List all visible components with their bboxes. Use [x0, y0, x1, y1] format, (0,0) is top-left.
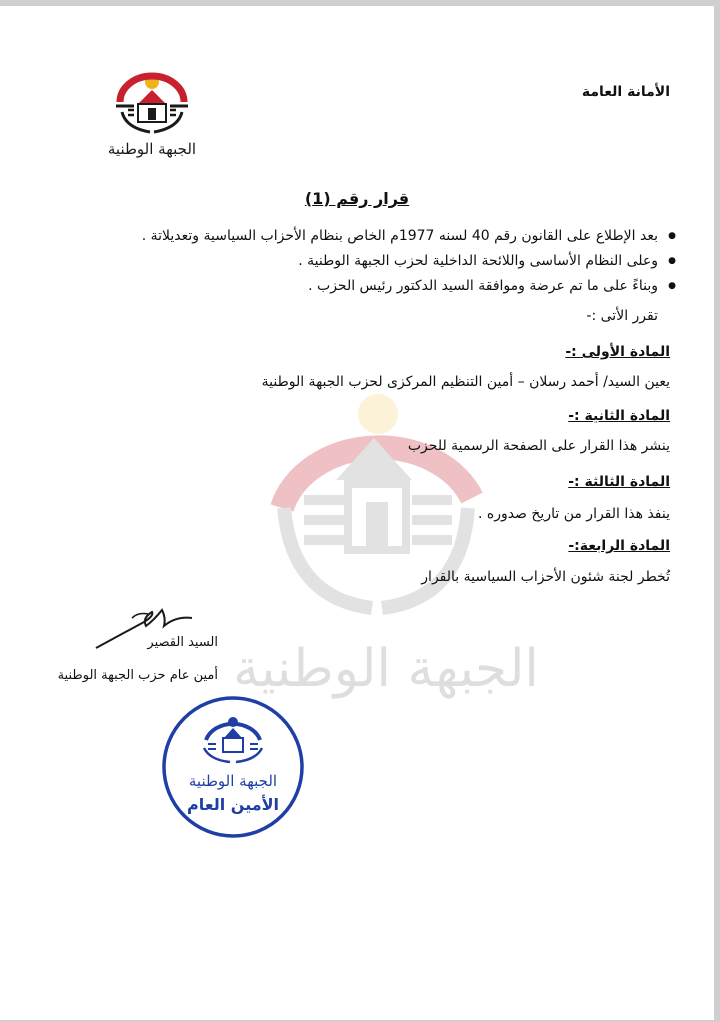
decision-title: قرار رقم (1) — [304, 189, 410, 208]
signatory-title: أمين عام حزب الجبهة الوطنية — [57, 668, 218, 683]
secretariat-header: الأمانة العامة — [581, 84, 670, 100]
article-1-body: يعين السيد/ أحمد رسلان – أمين التنظيم المركزى لحزب الجبهة الوطنية — [261, 374, 670, 390]
watermark-text: الجبهة الوطنية — [233, 639, 539, 699]
article-2-body: ينشر هذا القرار على الصفحة الرسمية للحزب — [407, 438, 670, 454]
signatory-name: السيد القصير — [147, 635, 218, 650]
party-logo — [104, 68, 200, 160]
stamp-party-text: الجبهة الوطنية — [188, 772, 278, 790]
logo-text: الجبهة الوطنية — [107, 140, 197, 158]
article-3-heading: المادة الثالثة :- — [568, 474, 670, 490]
article-4-heading: المادة الرابعة:- — [568, 538, 670, 554]
article-3-body: ينفذ هذا القرار من تاريخ صدوره . — [477, 506, 670, 522]
article-2-heading: المادة الثانية :- — [568, 408, 670, 424]
preamble-item: ● بعد الإطلاع على القانون رقم 40 لسنه 1977م الخاص بنظام الأحزاب السياسية وتعديلاتة . — [76, 224, 676, 249]
article-1-heading: المادة الأولى :- — [565, 344, 670, 360]
document-page — [0, 6, 714, 1020]
preamble-item: ● وعلى النظام الأساسى واللائحة الداخلية لحزب الجبهة الوطنية . — [76, 249, 676, 274]
stamp-title-text: الأمين العام — [186, 795, 280, 814]
official-stamp — [160, 694, 306, 840]
decides-line: تقرر الأتى :- — [586, 308, 658, 324]
article-4-body: تُخطر لجنة شئون الأحزاب السياسية بالقرار — [421, 569, 670, 585]
preamble-item: ● وبناءً على ما تم عرضة وموافقة السيد الدكتور رئيس الحزب . — [76, 274, 676, 299]
preamble-list — [76, 224, 676, 299]
